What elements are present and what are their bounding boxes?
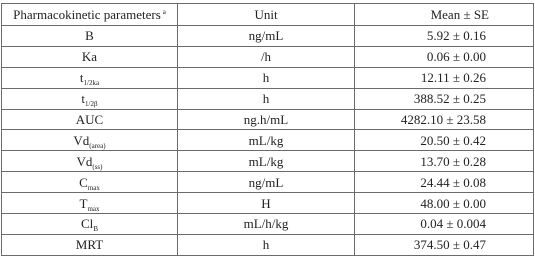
table-row xyxy=(2,46,534,67)
unit-cell: mL/kg xyxy=(178,151,355,172)
parameter-subscript: max xyxy=(87,183,100,192)
value-cell: 388.52 ± 0.25 xyxy=(355,88,534,109)
footnote-marker: a xyxy=(162,8,166,16)
unit-cell: ng/mL xyxy=(178,26,355,47)
parameter-name: t xyxy=(81,91,86,107)
table-row xyxy=(2,109,534,130)
value-cell: 374.50 ± 0.47 xyxy=(355,234,534,255)
value-cell: 0.06 ± 0.00 xyxy=(355,46,534,67)
parameter-subscript: (ss) xyxy=(92,162,103,171)
unit-cell: ng.h/mL xyxy=(178,109,355,130)
parameter-cell xyxy=(2,46,178,67)
parameter-name: AUC xyxy=(75,112,104,127)
table-row xyxy=(2,151,534,172)
parameter-name: MRT xyxy=(75,237,104,253)
parameter-subscript: max xyxy=(87,204,100,213)
table-row xyxy=(2,172,534,193)
value-cell: 20.50 ± 0.42 xyxy=(355,130,534,151)
parameter-cell xyxy=(2,193,178,214)
unit-cell: ng/mL xyxy=(178,172,355,193)
parameter-name: T xyxy=(79,195,88,211)
value-cell: 4282.10 ± 23.58 xyxy=(355,109,534,130)
parameter-name: Cl xyxy=(81,216,94,232)
header-parameters-label: Pharmacokinetic parameters xyxy=(13,7,161,22)
table-row xyxy=(2,193,534,214)
parameter-cell xyxy=(2,88,178,109)
value-cell: 48.00 ± 0.00 xyxy=(355,193,534,214)
header-unit: Unit xyxy=(178,4,355,26)
parameter-name: Vd xyxy=(76,153,93,169)
pharmacokinetic-table xyxy=(1,3,534,256)
parameter-name: Ka xyxy=(81,49,98,65)
table-row xyxy=(2,67,534,88)
table-row xyxy=(2,26,534,47)
value-cell: 24.44 ± 0.08 xyxy=(355,172,534,193)
parameter-name: t xyxy=(79,70,84,86)
header-row xyxy=(2,4,534,26)
parameter-subscript: B xyxy=(93,225,98,234)
unit-cell: h xyxy=(178,67,355,88)
parameter-cell xyxy=(2,109,178,130)
unit-cell: h xyxy=(178,234,355,255)
unit-cell: mL/h/kg xyxy=(178,214,355,235)
table-row xyxy=(2,130,534,151)
value-cell: 5.92 ± 0.16 xyxy=(355,26,534,47)
parameter-subscript: (area) xyxy=(89,141,106,150)
parameter-cell xyxy=(2,130,178,151)
header-parameters xyxy=(2,4,178,26)
parameter-cell xyxy=(2,172,178,193)
unit-cell: mL/kg xyxy=(178,130,355,151)
unit-cell: /h xyxy=(178,46,355,67)
unit-cell: H xyxy=(178,193,355,214)
parameter-cell xyxy=(2,151,178,172)
table-row xyxy=(2,88,534,109)
parameter-cell xyxy=(2,67,178,88)
value-cell: 0.04 ± 0.004 xyxy=(355,214,534,235)
value-cell: 13.70 ± 0.28 xyxy=(355,151,534,172)
parameter-subscript: 1/2ka xyxy=(83,79,100,88)
parameter-name: Vd xyxy=(73,132,90,148)
parameter-cell xyxy=(2,234,178,255)
parameter-name: C xyxy=(79,174,88,190)
parameter-subscript: 1/2β xyxy=(85,100,98,109)
header-mean-se: Mean ± SE xyxy=(355,4,534,26)
parameter-cell xyxy=(2,214,178,235)
parameter-name: B xyxy=(85,28,94,44)
value-cell: 12.11 ± 0.26 xyxy=(355,67,534,88)
unit-cell: h xyxy=(178,88,355,109)
parameter-cell xyxy=(2,26,178,47)
table-row xyxy=(2,214,534,235)
table-row xyxy=(2,234,534,255)
